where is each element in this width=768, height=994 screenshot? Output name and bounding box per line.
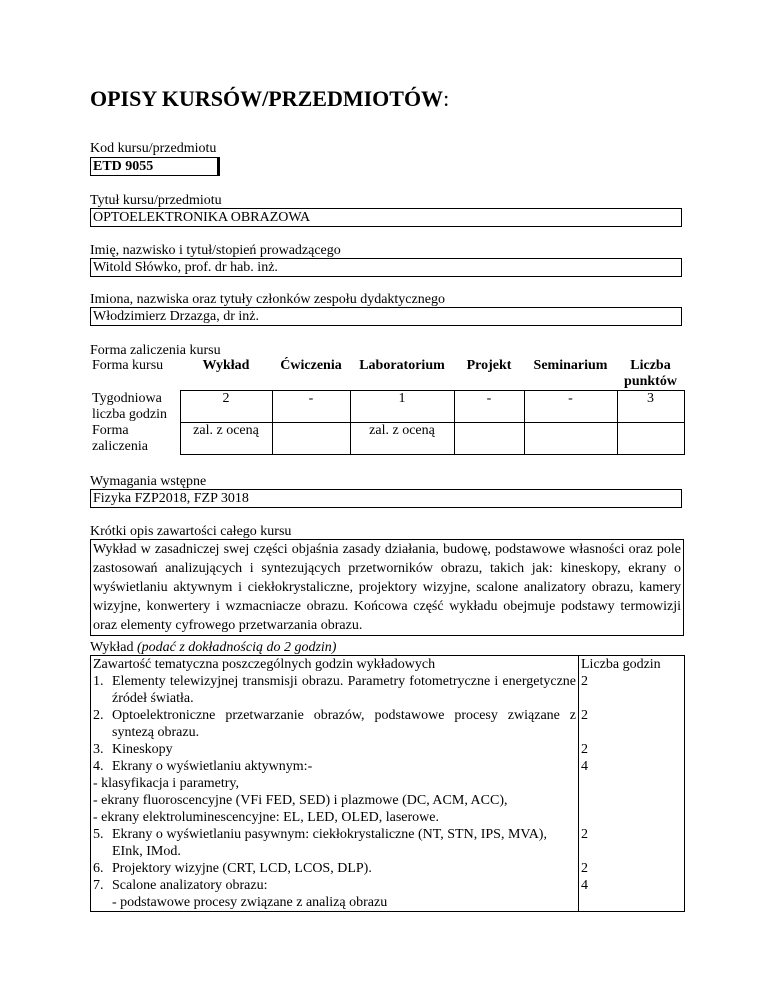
cell-laboratorium-godziny: 1 (350, 391, 454, 423)
cell-cwiczenia-forma (272, 423, 350, 455)
sub-item: - klasyfikacja i parametry, (93, 776, 240, 791)
prowadzacy-value: Witold Słówko, prof. dr hab. inż. (90, 258, 682, 277)
hours-value: 4 (581, 878, 588, 893)
header-wyklad: Wykład (202, 358, 250, 373)
cell-projekt-godziny: - (454, 391, 524, 423)
sub-item: - ekrany fluoroscencyjne (VFi FED, SED) i plazmowe (DC, ACM, ACC), (93, 793, 508, 808)
cell-punkty: 3 (617, 391, 684, 423)
item-text: Projektory wizyjne (CRT, LCD, LCOS, DLP). (112, 861, 372, 876)
list-item (93, 877, 576, 894)
row-label-forma: Forma zaliczenia (92, 422, 148, 454)
list-item (93, 741, 576, 758)
zespol-value: Włodzimierz Drzazga, dr inż. (90, 307, 682, 326)
list-item (93, 673, 576, 707)
cell-laboratorium-forma: zal. z oceną (350, 423, 454, 455)
item-number: 3. (93, 742, 104, 757)
wyklad-table (90, 655, 685, 912)
col-header-liczba-godzin: Liczba godzin (579, 656, 685, 674)
list-item (93, 758, 576, 775)
opis-label: Krótki opis zawartości całego kursu (90, 524, 292, 539)
prowadzacy-label: Imię, nazwisko i tytuł/stopień prowadzącego (90, 243, 341, 258)
cell-seminarium-forma (524, 423, 617, 455)
list-item (93, 860, 576, 877)
opis-text: Wykład w zasadniczej swej części objaśnia zasady działania, budowę, podstawowe własności oraz pole zastosowań analizujących i syntezujących przetworników obrazu, takich jak: kineskopy, ekrany o wyświetlaniu aktywnym i ciekłokrystaliczne, projektory wizyjne, scalone analizatory obrazu, kamery wizyjne, konwertery i wzmacniacze obrazu. Końcowa część wykładu obejmuje podstawy termowizji oraz elementy cyfrowego przetwarzania obrazu. (90, 539, 684, 636)
item-text: Optoelektroniczne przetwarzanie obrazów, podstawowe procesy związane z syntezą obrazu. (112, 708, 576, 740)
list-item (93, 826, 576, 860)
wymagania-label: Wymagania wstępne (90, 474, 207, 489)
wymagania-value: Fizyka FZP2018, FZP 3018 (90, 489, 682, 508)
item-number: 1. (93, 674, 104, 689)
cell-wyklad-forma: zal. z oceną (180, 423, 272, 455)
item-text: Ekrany o wyświetlaniu pasywnym: ciekłokrystaliczne (NT, STN, IPS, MVA), EInk, IMod. (112, 827, 547, 859)
item-number: 4. (93, 759, 104, 774)
list-item (93, 707, 576, 741)
hours-value: 2 (581, 674, 588, 689)
sub-item: - ekrany elektroluminescencyjne: EL, LED, OLED, laserowe. (93, 810, 439, 825)
item-text: Scalone analizatory obrazu: (112, 878, 268, 893)
forma-corner: Forma kursu (92, 358, 164, 373)
hours-value: 4 (581, 759, 588, 774)
header-liczba-punktow: Liczba punktów (624, 358, 677, 389)
cell-wyklad-godziny: 2 (180, 391, 272, 423)
cell-punkty-forma (617, 423, 684, 455)
item-text: Kineskopy (112, 742, 173, 757)
wyklad-label: Wykład (90, 640, 134, 655)
tytul-value: OPTOELEKTRONIKA OBRAZOWA (90, 208, 682, 227)
title-colon: : (443, 86, 450, 111)
cell-seminarium-godziny: - (524, 391, 617, 423)
wyklad-hours-cell (579, 673, 685, 912)
hours-value: 2 (581, 742, 588, 757)
header-seminarium: Seminarium (533, 358, 608, 373)
hours-value: 2 (581, 827, 588, 842)
kod-value: ETD 9055 (90, 157, 220, 176)
page-title (90, 86, 449, 112)
row-label-tygodniowa: Tygodniowa liczba godzin (92, 390, 168, 422)
header-laboratorium: Laboratorium (359, 358, 445, 373)
tytul-label: Tytuł kursu/przedmiotu (90, 193, 222, 208)
sub-item: - podstawowe procesy związane z analizą obrazu (112, 895, 388, 910)
item-text: Elementy telewizyjnej transmisji obrazu. Parametry fotometryczne i energetyczne źródeł światła. (112, 674, 576, 706)
header-cwiczenia: Ćwiczenia (280, 358, 342, 373)
item-number: 2. (93, 708, 104, 723)
hours-value: 2 (581, 861, 588, 876)
zespol-label: Imiona, nazwiska oraz tytuły członków zespołu dydaktycznego (90, 292, 445, 307)
item-text: Ekrany o wyświetlaniu aktywnym:- (112, 759, 313, 774)
wyklad-heading (90, 639, 336, 656)
item-number: 5. (93, 827, 104, 842)
kod-label: Kod kursu/przedmiotu (90, 141, 217, 156)
forma-label: Forma zaliczenia kursu (90, 343, 221, 358)
forma-zaliczenia-table (90, 358, 685, 455)
wyklad-items-cell (91, 673, 579, 912)
cell-projekt-forma (454, 423, 524, 455)
item-number: 6. (93, 861, 104, 876)
wyklad-note: (podać z dokładnością do 2 godzin) (136, 640, 337, 655)
title-text: OPISY KURSÓW/PRZEDMIOTÓW (90, 86, 444, 111)
col-header-zawartosc: Zawartość tematyczna poszczególnych godzin wykładowych (91, 656, 579, 674)
cell-cwiczenia-godziny: - (272, 391, 350, 423)
hours-value: 2 (581, 708, 588, 723)
item-number: 7. (93, 878, 104, 893)
header-projekt: Projekt (466, 358, 512, 373)
